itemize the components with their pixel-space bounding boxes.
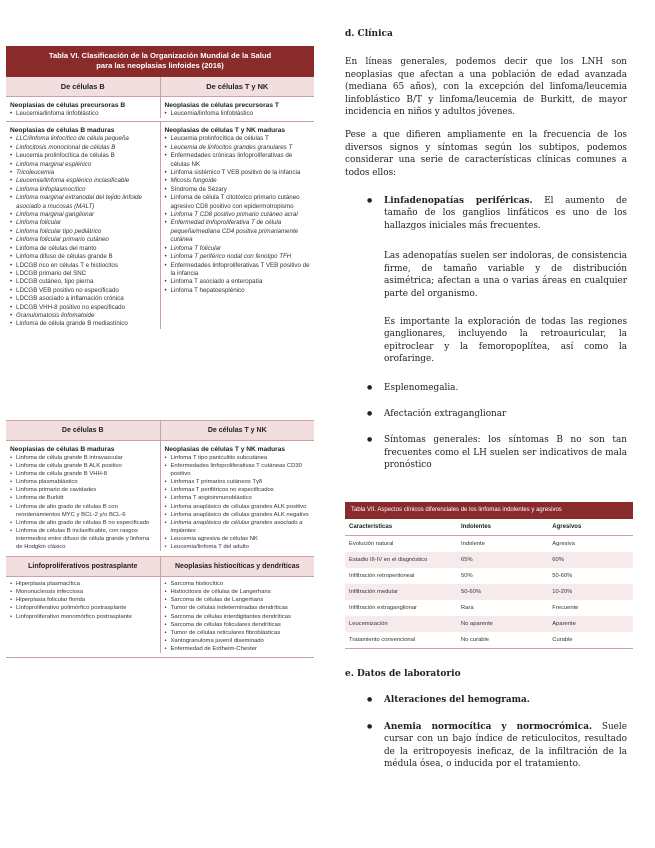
table-vii-title: Tabla VII. Aspectos clínicos diferenciales de los linfomas indolentes y agresivos — [345, 502, 633, 519]
list-item: • Linfoma folicular primario cutáneo — [10, 236, 157, 244]
list-item: • LDCGB cutáneo, tipo pierna — [10, 278, 157, 286]
b-mature-list — [10, 135, 157, 328]
table-cell: 10-20% — [548, 584, 633, 600]
list-item: • Linfoma anaplásico de células grandes ALK negativo — [165, 511, 312, 519]
table-cell: Leucemización — [345, 616, 457, 632]
section-title: Neoplasias de células precursoras B — [10, 102, 126, 109]
bullet-linfadenopatias — [367, 195, 627, 365]
list-item: • Linfoma linfoplasmocítico — [10, 186, 157, 194]
list-item: • Linfoma de célula grande B mediastínico — [10, 320, 157, 328]
list-item: • Linfoma de célula grande B VHH-8 — [10, 470, 157, 478]
bullet-sintomas-generales: ● Síntomas generales: los síntomas B no son tan frecuentes como el LH suelen ser indicativos de mala pronóstico — [367, 434, 627, 471]
table-vi-continued-second-headers — [6, 556, 314, 577]
posttransplant-list — [10, 580, 157, 620]
list-item: • LDCGB asociado a inflamación crónica — [10, 295, 157, 303]
list-item: • Linfomas T periféricos no especificados — [165, 486, 312, 494]
clinica-paragraph-1: En líneas generales, podemos decir que los LNH son neoplasias que afectan a una población de edad avanzada (mediana 65 años), con la excepción del linfoma/leucemia linfoblástico B/T y linfoma/leucemia de Burkitt, de mayor incidencia en niños y adultos jóvenes. — [345, 57, 627, 118]
list-item: • Linfoma T folicular — [165, 245, 312, 253]
table-row — [345, 600, 633, 616]
list-item: • Linfoma folicular — [10, 219, 157, 227]
tnk-mature-list — [165, 135, 312, 295]
b-precursor-cell — [6, 97, 160, 118]
list-item: • Granulomatosis linfomatoide — [10, 312, 157, 320]
header-agresivos: Agresivos — [548, 519, 633, 536]
list-item: • Linfoma plasmablástico — [10, 478, 157, 486]
laboratorio-section — [345, 668, 627, 781]
list-item: • Enfermedades linfoproliferativas T cutáneas CD30 positivo — [165, 462, 312, 478]
table-vi-title-line1: Tabla VI. Clasificación de la Organización Mundial de la Salud — [48, 51, 272, 60]
table-row — [345, 616, 633, 632]
list-item: • Enfermedad linfoproliferativa T de célula pequeña/mediana CD4 positiva primariamente cutánea — [165, 219, 312, 244]
section-title: Neoplasias de células B maduras — [10, 446, 115, 453]
column-header-tnk-cells: De células T y NK — [207, 427, 267, 434]
header-caracteristicas: Características — [345, 519, 457, 536]
list-item: • Sarcoma de células interdigitantes dendríticas — [165, 613, 312, 621]
list-item: • Hiperplasia plasmacítica — [10, 580, 157, 588]
column-header-b-cells: De células B — [6, 77, 161, 96]
section-title: Neoplasias de células T y NK maduras — [164, 127, 286, 135]
column-header-b-cells: De células B — [6, 421, 161, 440]
table-cell: 50-60% — [457, 584, 548, 600]
table-cell: Infiltración medular — [345, 584, 457, 600]
column-header-tnk-cells: De células T y NK — [206, 82, 269, 91]
table-cell: No curable — [457, 632, 548, 649]
list-item: • Leucemia/linfoma linfoblástico — [10, 110, 157, 118]
list-item: • Tumor de células indeterminadas dendríticas — [165, 604, 312, 612]
table-row — [345, 568, 633, 584]
b-mature-list — [10, 454, 157, 551]
list-item: • Linfoma de célula grande B intravascular — [10, 454, 157, 462]
list-item: • Sarcoma histiocítico — [165, 580, 312, 588]
list-item: • Leucemia de linfocitos grandes granulares T — [165, 144, 312, 152]
list-item: • Enfermedades linfoproliferativas T VEB positivo de la infancia — [165, 262, 312, 279]
bullet-subparagraph-2: Es importante la exploración de todas las regiones ganglionares, incluyendo la retroauricular, la epitroclear y la femoropoplítea, así como la orofaringe. — [384, 316, 627, 365]
clinica-heading: d. Clínica — [345, 29, 393, 39]
list-item: • Linfoma T CD8 positivo primario cutáneo acral — [165, 211, 312, 219]
table-cell: Infiltración retroperitoneal — [349, 573, 415, 579]
list-item: • Leucemia agresiva de células NK — [165, 535, 312, 543]
table-cell: Agresiva — [552, 541, 575, 547]
t-precursor-cell — [160, 97, 315, 118]
bullet-hemograma: ● Alteraciones del hemograma. — [367, 694, 627, 706]
table-cell: Rara — [461, 605, 474, 611]
table-vi-precursor-row — [6, 97, 314, 118]
column-header-histiocytic: Neoplasias histiocíticas y dendríticas — [175, 563, 300, 571]
list-item: • Linfoma anaplásico de células grandes asociado a implantes — [165, 519, 312, 535]
table-vi-continued-last-row — [6, 577, 314, 657]
list-item: • Sarcoma de células foliculares dendríticas — [165, 621, 312, 629]
list-item: • Sarcoma de células de Langerhans — [165, 596, 312, 604]
list-item: • Linfoma de célula grande B ALK positivo — [10, 462, 157, 470]
table-vi — [6, 46, 314, 329]
tnk-mature-cell — [160, 122, 315, 328]
bullet-bold-text: Linfadenopatías periféricas. — [384, 196, 533, 207]
section-title: Neoplasias de células B maduras — [10, 127, 115, 135]
table-cell: 65% — [457, 552, 548, 568]
list-item: • Linfoma folicular tipo pediátrico — [10, 228, 157, 236]
list-item: • Linfoproliferativo monomórfico postrasplante — [10, 613, 157, 621]
bullet-esplenomegalia: ● Esplenomegalia. — [367, 382, 627, 394]
list-item: • Leucemia prolinfocítica de células B — [10, 152, 157, 160]
bullet-text: Suele cursar con un bajo índice de reticulocitos, resultado de la eritropoyesis ineficaz, de la infiltración de la médula ósea, o inducida por el tratamiento. — [384, 721, 628, 770]
list-item: • LDCGB VEB positivo no especificado — [10, 287, 157, 295]
list-item: • Linfoma de alto grado de células B no especificado — [10, 519, 157, 527]
table-vi-continued — [6, 420, 314, 658]
table-row — [345, 584, 633, 600]
table-row — [345, 552, 633, 568]
list-item: • Linfoma T hepatoesplénico — [165, 287, 312, 295]
table-vii — [345, 502, 633, 649]
list-item: • Linfoma T angioinmunoblástico — [165, 494, 312, 502]
table-cell: Frecuente — [552, 605, 579, 611]
table-cell: No aparente — [457, 616, 548, 632]
list-item: • Linfoma de Burkitt — [10, 494, 157, 502]
table-cell: Estadio III-IV en el diagnóstico — [345, 552, 457, 568]
table-cell: 50% — [461, 573, 473, 579]
list-item: • Micosis fungoide — [165, 177, 312, 185]
table-cell: 50-60% — [552, 573, 573, 579]
list-item: • Linfoma marginal esplénico — [10, 161, 157, 169]
list-item: • Tumor de células reticulares fibroblásticas — [165, 629, 312, 637]
list-item: • LDCGB rico en células T e histiocitos — [10, 262, 157, 270]
table-vi-continued-mature-row — [6, 441, 314, 551]
table-cell: Indolente — [461, 541, 485, 547]
table-cell: Infiltración extraganglionar — [349, 605, 417, 611]
list-item: • Linfoma marginal extranodal del tejido linfoide asociado a mucosas (MALT) — [10, 194, 157, 211]
list-item: • Linfoma T asociado a enteropatía — [165, 278, 312, 286]
table-cell: 60% — [548, 552, 633, 568]
table-row — [345, 536, 633, 553]
list-item: • Leucemia prolinfocítica de células T — [165, 135, 312, 143]
table-vi-continued-column-headers — [6, 420, 314, 441]
list-item: • Hiperplasia folicular florida — [10, 596, 157, 604]
bullet-text: El aumento de tamaño de los ganglios linfáticos es uno de los hallazgos iniciales más frecuentes. — [384, 196, 627, 231]
clinica-bullet-list — [367, 195, 627, 472]
posttransplant-cell — [6, 577, 160, 653]
list-item: • Enfermedades crónicas linfoproliferativas de células NK — [165, 152, 312, 169]
clinica-section — [345, 28, 627, 483]
b-mature-cell — [6, 441, 160, 551]
list-item: • Linfomas T primarios cutáneos Tγδ — [165, 478, 312, 486]
histiocytic-list — [165, 580, 312, 653]
t-precursor-list — [165, 110, 312, 118]
list-item: • Linfoproliferativo polimórfico postrasplante — [10, 604, 157, 612]
list-item: • Linfocitosis monoclonal de células B — [10, 144, 157, 152]
list-item: • Síndrome de Sézary — [165, 186, 312, 194]
table-cell: Aparente — [548, 616, 633, 632]
tnk-mature-list — [165, 454, 312, 551]
column-header-posttransplant: Linfoproliferativos postrasplante — [6, 557, 161, 576]
bullet-anemia — [367, 721, 627, 771]
laboratorio-bullet-list — [367, 694, 627, 770]
list-item: • LLC/linfoma linfocítico de célula pequeña — [10, 135, 157, 143]
list-item: • Linfoma de célula T citotóxico primario cutáneo agresivo CD8 positivo con epidermotropismo — [165, 194, 312, 211]
table-row — [345, 632, 633, 649]
list-item: • Mononucleosis infecciosa — [10, 588, 157, 596]
section-title: Neoplasias de células T y NK maduras — [164, 446, 286, 453]
laboratorio-heading: e. Datos de laboratorio — [345, 669, 461, 679]
histiocytic-cell — [160, 577, 315, 653]
table-vi-title-line2: para las neoplasias linfoides (2016) — [96, 61, 224, 70]
list-item: • Linfoma T tipo paniculitis subcutánea — [165, 454, 312, 462]
list-item: • Linfoma primario de cavidades — [10, 486, 157, 494]
bullet-subparagraph-1: Las adenopatías suelen ser indoloras, de consistencia firme, de tamaño variable y de distribución asimétrica; afectan a una o varias áreas en cualquier parte del organismo. — [384, 251, 627, 299]
table-header-row — [345, 519, 633, 536]
bullet-bold-text: Anemia normocítica y normocrómica. — [384, 721, 593, 732]
tnk-mature-cell — [160, 441, 315, 551]
list-item: • LDCGB VHH-8 positivo no especificado — [10, 304, 157, 312]
list-item: • Linfoma T periférico nodal con fenotipo TFH — [165, 253, 312, 261]
list-item: • Linfoma anaplásico de células grandes ALK positivo — [165, 503, 312, 511]
table-vii-grid — [345, 519, 633, 649]
list-item: • Linfoma difuso de células grande B — [10, 253, 157, 261]
list-item: • Leucemia/linfoma linfoblástico — [165, 110, 312, 118]
list-item: • Linfoma de células del manto — [10, 245, 157, 253]
list-item: • LDCGB primario del SNC — [10, 270, 157, 278]
list-item: • Linfoma de alto grado de células B con reordenamientos MYC y BCL-2 y/o BCL-6 — [10, 503, 157, 519]
list-item: • Leucemia/linfoma esplénico inclasificable — [10, 177, 157, 185]
list-item: • Histiocitosis de células de Langerhans — [165, 588, 312, 596]
list-item: • Xantogranuloma juvenil diseminado — [165, 637, 312, 645]
bullet-afectacion: ● Afectación extraganglionar — [367, 408, 627, 420]
header-indolentes: Indolentes — [457, 519, 548, 536]
table-vi-column-headers — [6, 77, 314, 97]
list-item: • Linfoma marginal ganglionar — [10, 211, 157, 219]
section-title: Neoplasias de células precursoras T — [164, 102, 279, 109]
clinica-paragraph-2: Pese a que difieren ampliamente en la frecuencia de los diversos signos y síntomas según los subtipos, podemos considerar una serie de características clínicas comunes a todos ellos: — [345, 130, 627, 178]
table-cell: Evolución natural — [349, 541, 394, 547]
list-item: • Enfermedad de Erdheim-Chester — [165, 645, 312, 653]
table-cell: Curable — [548, 632, 633, 649]
list-item: • Tricoleucemia — [10, 169, 157, 177]
list-item: • Linfoma de células B inclasificable, con rasgos intermedios entre difuso de célula grande y linfoma de Hodgkin clásico — [10, 527, 157, 551]
table-cell: Tratamiento convencional — [345, 632, 457, 649]
b-precursor-list — [10, 110, 157, 118]
list-item: • Linfoma sistémico T VEB positivo de la infancia — [165, 169, 312, 177]
b-mature-cell — [6, 122, 160, 328]
list-item: • Leucemia/linfoma T del adulto — [165, 543, 312, 551]
table-vi-title — [6, 46, 314, 77]
table-vi-mature-row — [6, 122, 314, 328]
